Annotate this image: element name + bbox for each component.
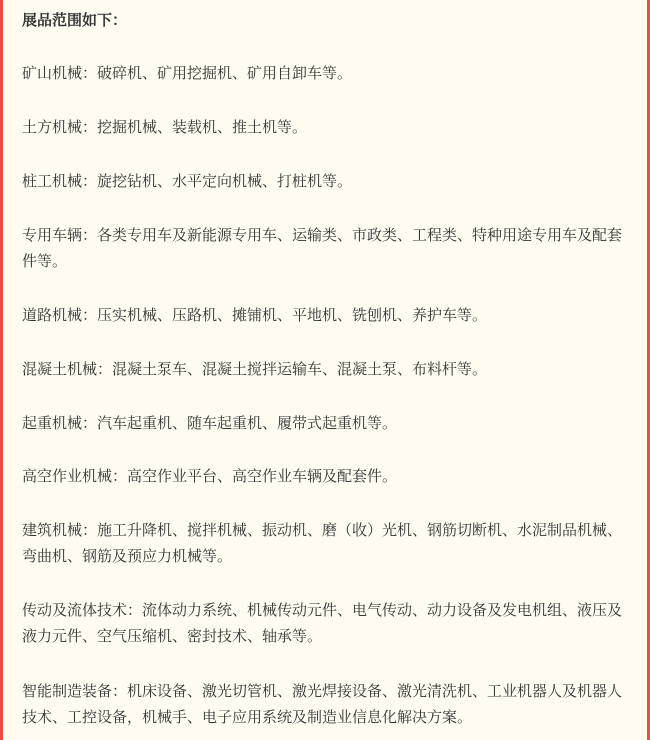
exhibit-item-piling: 桩工机械：旋挖钻机、水平定向机械、打桩机等。 <box>22 172 353 190</box>
exhibit-item-special-vehicles: 专用车辆：各类专用车及新能源专用车、运输类、市政类、工程类、特种用途专用车及配套件等。 <box>22 226 623 270</box>
exhibit-item-construction: 建筑机械：施工升降机、搅拌机械、振动机、磨（收）光机、钢筋切断机、水泥制品机械、弯曲机、钢筋及预应力机械等。 <box>22 521 623 565</box>
exhibit-item-lifting: 起重机械：汽车起重机、随车起重机、履带式起重机等。 <box>22 414 398 432</box>
exhibit-item-aerial-work: 高空作业机械：高空作业平台、高空作业车辆及配套件。 <box>22 467 398 485</box>
exhibit-item-transmission-fluid: 传动及流体技术：流体动力系统、机械传动元件、电气传动、动力设备及发电机组、液压及液力元件、空气压缩机、密封技术、轴承等。 <box>22 601 623 645</box>
section-heading: 展品范围如下： <box>22 11 128 29</box>
exhibit-item-concrete: 混凝土机械：混凝土泵车、混凝土搅拌运输车、混凝土泵、布料杆等。 <box>22 360 488 378</box>
exhibit-item-earthmoving: 土方机械：挖掘机械、装载机、推土机等。 <box>22 118 308 136</box>
exhibit-item-smart-manufacturing: 智能制造装备：机床设备、激光切管机、激光焊接设备、激光清洗机、工业机器人及机器人技术、工控设备，机械手、电子应用系统及制造业信息化解决方案。 <box>22 682 623 726</box>
exhibit-item-mining: 矿山机械：破碎机、矿用挖掘机、矿用自卸车等。 <box>22 64 353 82</box>
exhibit-item-road: 道路机械：压实机械、压路机、摊铺机、平地机、铣刨机、养护车等。 <box>22 306 488 324</box>
